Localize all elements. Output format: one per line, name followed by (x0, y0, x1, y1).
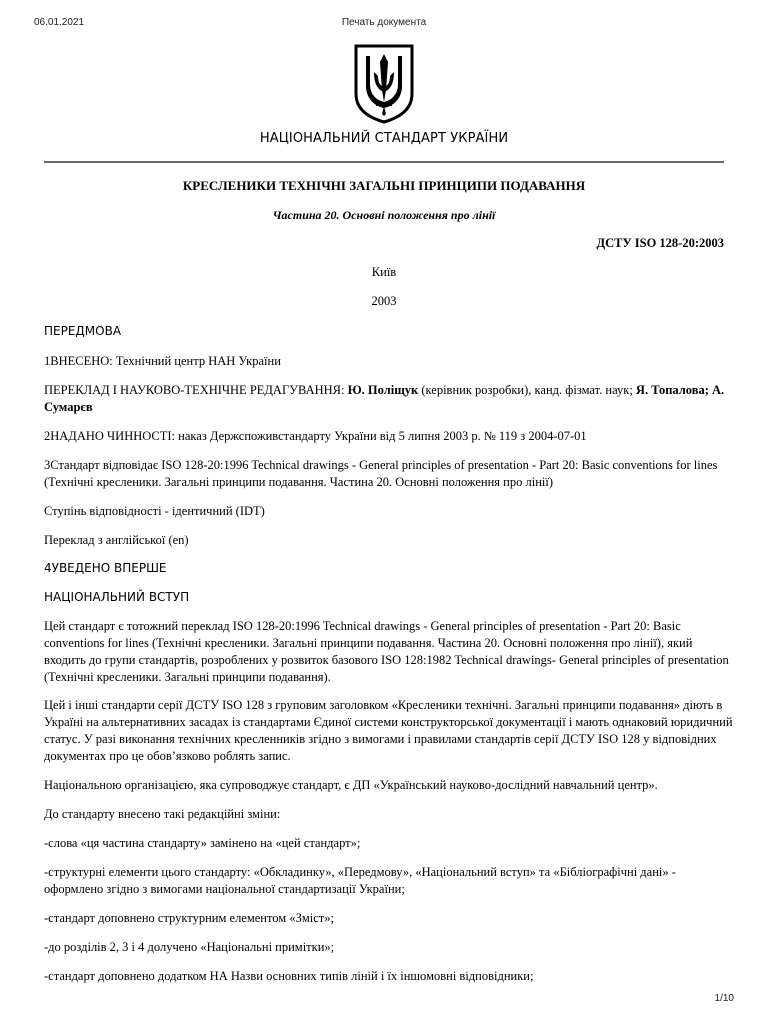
translation-credits (44, 382, 734, 416)
trident-emblem-icon (352, 42, 416, 124)
change-item-3: -стандарт доповнено структурним елементом «Зміст»; (44, 911, 334, 925)
intro-paragraph-3: Національною організацією, яка супроводжує стандарт, є ДП «Український науково-дослідний навчальний центр». (44, 778, 658, 792)
intro-paragraph-2: Цей і інші стандарти серії ДСТУ ISO 128 з груповим заголовком «Кресленики технічні. Загальні принципи подавання» діють в Україні на альтернативних засадах із стандартами Єдиної системи конструкторської документації і мають однаковий юридичний статус. У разі виконання технічних кресленників згідно з вимогами і правилами стандартів серії ДСТУ ISO 128 у відповідних документах про це обов’язково роблять запис. (44, 698, 733, 763)
part-title: Частина 20. Основні положення про лінії (272, 208, 496, 222)
foreword-heading: ПЕРЕДМОВА (44, 324, 122, 338)
change-item-1: -слова «ця частина стандарту» замінено на «цей стандарт»; (44, 836, 361, 850)
national-intro-heading: НАЦІОНАЛЬНИЙ ВСТУП (44, 590, 190, 604)
translation-language: Переклад з англійської (en) (44, 533, 189, 547)
change-item-4: -до розділів 2, 3 і 4 долучено «Національні примітки»; (44, 940, 335, 954)
degree-of-correspondence: Ступінь відповідності - ідентичний (IDT) (44, 504, 265, 518)
change-item-2: -структурні елементи цього стандарту: «Обкладинку», «Передмову», «Національний вступ» та «Бібліографічні дані» - оформлено згідно з вимогами національної стандартизації України; (44, 865, 676, 896)
iso-correspondence: 3Стандарт відповідає ISO 128-20:1996 Technical drawings - General principles of presentation - Part 20: Basic conventions for lines (Технічні кресленики. Загальні принципи подавання. Частина 20. Основні положення про лінії) (44, 458, 718, 489)
translation-mid: (керівник розробки), канд. фізмат. наук; (418, 383, 636, 397)
change-item-5: -стандарт доповнено додатком НА Назви основних типів ліній і їх іншомовні відповідники; (44, 969, 534, 983)
first-introduced: 4УВЕДЕНО ВПЕРШЕ (44, 561, 167, 575)
translation-others: Я. Топалова; А. Сумарєв (44, 383, 725, 414)
page-number: 1/10 (714, 993, 734, 1004)
translation-prefix: ПЕРЕКЛАД І НАУКОВО-ТЕХНІЧНЕ РЕДАГУВАННЯ: (44, 383, 348, 397)
changes-heading: До стандарту внесено такі редакційні зміни: (44, 807, 281, 821)
standard-designation: ДСТУ ISO 128-20:2003 (596, 236, 724, 250)
print-header-title: Печать документа (341, 17, 427, 28)
header-divider (44, 161, 724, 163)
print-date: 06.01.2021 (34, 17, 85, 28)
publication-year: 2003 (371, 294, 397, 308)
intro-paragraph-1: Цей стандарт є тотожний переклад ISO 128-20:1996 Technical drawings - General principles of presentation - Part 20: Basic conventions for lines (Технічні кресленики. Загальні принципи подавання. Частина 20. Основні положення про лінії), який входить до групи стандартів, розроблених у розвиток базового ISO 128:1982 Technical drawings- General principles of presentation (Технічні кресленики. Загальні принципи подавання). (44, 619, 729, 684)
translation-lead: Ю. Поліщук (347, 383, 419, 397)
introduced-by: 1ВНЕСЕНО: Технічний центр НАН України (44, 354, 281, 368)
national-standard-label: НАЦІОНАЛЬНИЙ СТАНДАРТ УКРАЇНИ (259, 131, 509, 146)
publication-city: Київ (371, 265, 397, 279)
effective-date: 2НАДАНО ЧИННОСТІ: наказ Держспоживстандарту України від 5 липня 2003 р. № 119 з 2004-07-01 (44, 429, 587, 443)
document-title: КРЕСЛЕНИКИ ТЕХНІЧНІ ЗАГАЛЬНІ ПРИНЦИПИ ПОДАВАННЯ (182, 178, 586, 193)
